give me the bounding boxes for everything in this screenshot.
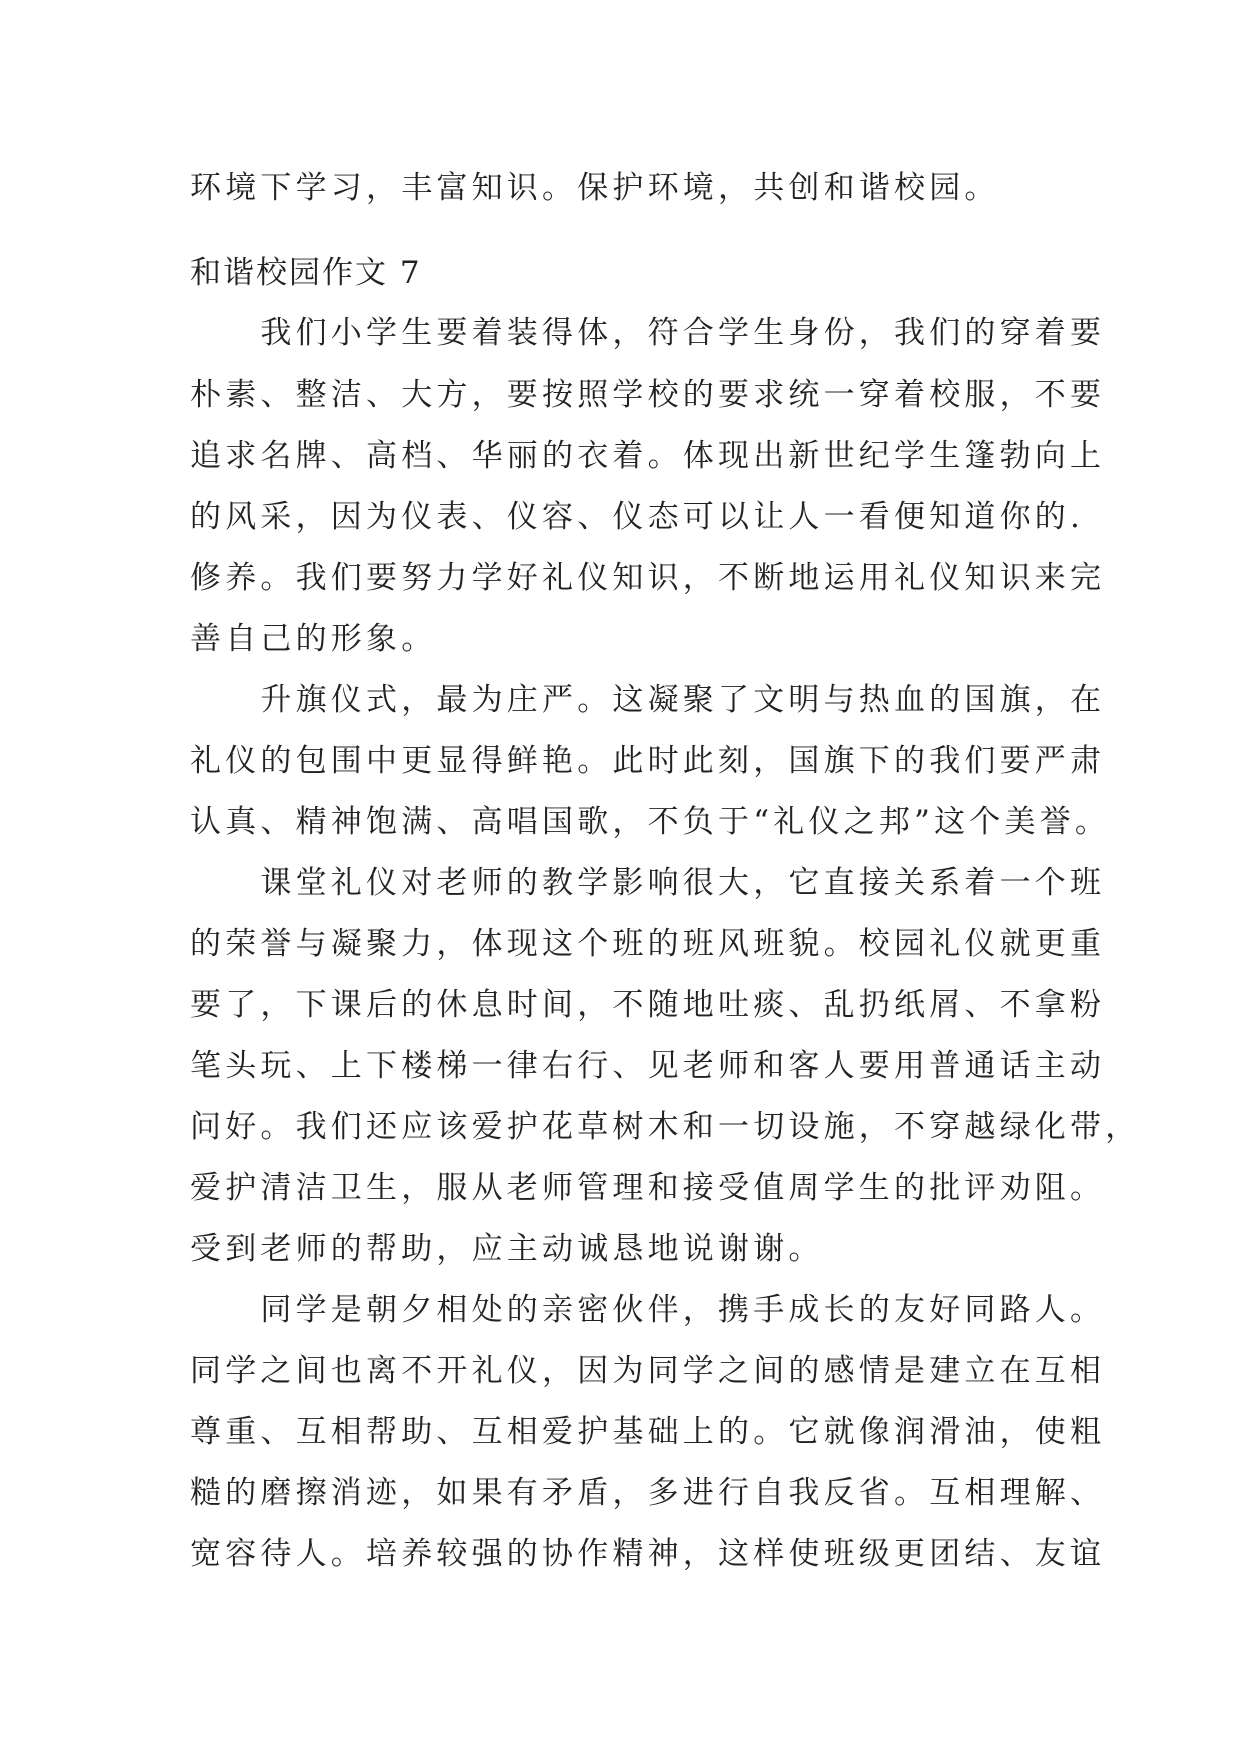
paragraph-line: 要了，下课后的休息时间，不随地吐痰、乱扔纸屑、不拿粉 — [190, 987, 1106, 1023]
paragraph-line: 笔头玩、上下楼梯一律右行、见老师和客人要用普通话主动 — [190, 1048, 1106, 1084]
paragraph-line: 认真、精神饱满、高唱国歌，不负于“礼仪之邦”这个美誉。 — [190, 804, 1111, 840]
paragraph-line: 同学是朝夕相处的亲密伙伴，携手成长的友好同路人。 — [190, 1292, 1106, 1328]
paragraph-line: 糙的磨擦消迹，如果有矛盾，多进行自我反省。互相理解、 — [190, 1475, 1106, 1511]
section-title: 和谐校园作文 7 — [190, 255, 422, 291]
paragraph-line: 追求名牌、高档、华丽的衣着。体现出新世纪学生篷勃向上 — [190, 438, 1106, 474]
paragraph-line: 爱护清洁卫生，服从老师管理和接受值周学生的批评劝阻。 — [190, 1170, 1106, 1206]
paragraph-line: 尊重、互相帮助、互相爱护基础上的。它就像润滑油，使粗 — [190, 1414, 1106, 1450]
paragraph-line: 同学之间也离不开礼仪，因为同学之间的感情是建立在互相 — [190, 1353, 1106, 1389]
paragraph-line: 的风采，因为仪表、仪容、仪态可以让人一看便知道你的. — [190, 499, 1085, 535]
paragraph-line: 课堂礼仪对老师的教学影响很大，它直接关系着一个班 — [190, 865, 1106, 901]
paragraph-line: 朴素、整洁、大方，要按照学校的要求统一穿着校服，不要 — [190, 377, 1106, 413]
paragraph-line: 礼仪的包围中更显得鲜艳。此时此刻，国旗下的我们要严肃 — [190, 743, 1106, 779]
paragraph-line: 修养。我们要努力学好礼仪知识，不断地运用礼仪知识来完 — [190, 560, 1106, 596]
intro-line: 环境下学习，丰富知识。保护环境，共创和谐校园。 — [190, 170, 1000, 206]
paragraph-line: 升旗仪式，最为庄严。这凝聚了文明与热血的国旗，在 — [190, 682, 1106, 718]
paragraph-line: 的荣誉与凝聚力，体现这个班的班风班貌。校园礼仪就更重 — [190, 926, 1106, 962]
paragraph-line: 问好。我们还应该爱护花草树木和一切设施，不穿越绿化带， — [190, 1109, 1141, 1145]
paragraph-line: 受到老师的帮助，应主动诚恳地说谢谢。 — [190, 1231, 824, 1267]
paragraph-line: 宽容待人。培养较强的协作精神，这样使班级更团结、友谊 — [190, 1536, 1106, 1572]
paragraph-line: 我们小学生要着装得体，符合学生身份，我们的穿着要 — [190, 315, 1106, 351]
paragraph-line: 善自己的形象。 — [190, 621, 437, 657]
